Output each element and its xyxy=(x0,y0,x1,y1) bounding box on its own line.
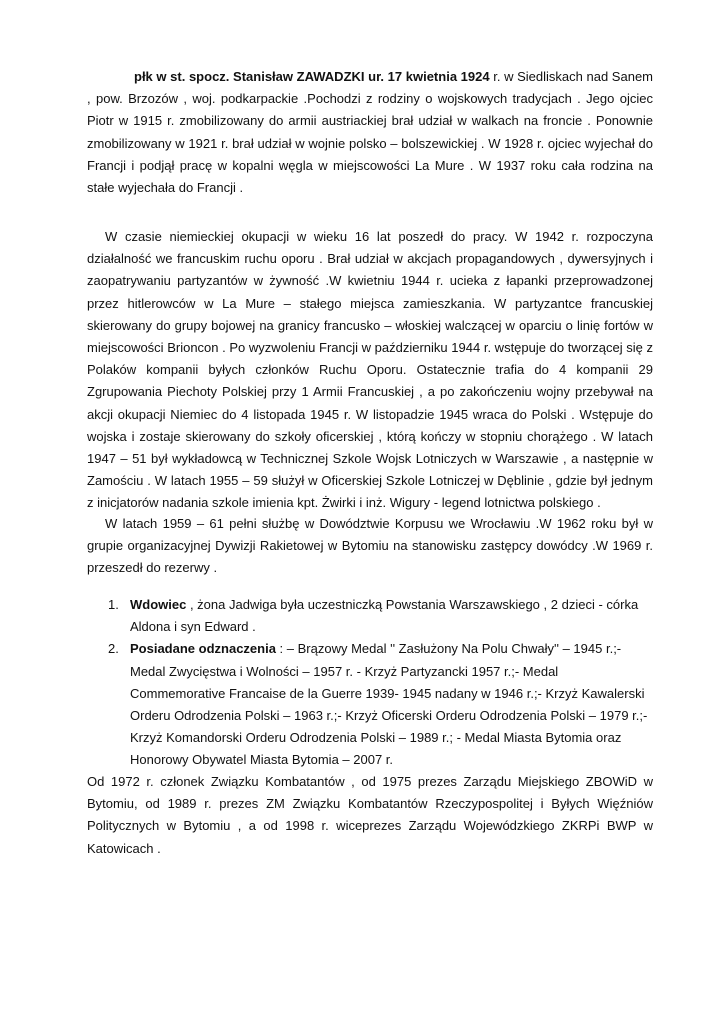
service-paragraph xyxy=(87,513,653,580)
intro-heading: płk w st. spocz. Stanisław ZAWADZKI ur. 17 kwietnia 1924 xyxy=(134,69,490,84)
intro-indent xyxy=(87,69,134,84)
list-item-heading: Posiadane odznaczenia xyxy=(130,641,276,657)
list-item-heading: Wdowiec xyxy=(130,597,187,612)
membership-text: Od 1972 r. członek Związku Kombatantów , od 1975 prezes Zarządu Miejskiego ZBOWiD w Bytomiu, od 1989 r. prezes ZM Związku Kombatantów Rzeczypospolitej i Byłych Więźniów Politycznych w Bytomiu , a od 1998 r. wiceprezes Zarządu Wojewódzkiego ZKRPi BWP w Katowicach . xyxy=(87,774,653,856)
list-item-text: , żona Jadwiga była uczestniczką Powstania Warszawskiego , 2 dzieci - córka Aldona i syn Edward . xyxy=(130,597,639,635)
service-indent xyxy=(87,516,105,531)
intro-text: r. w Siedliskach nad Sanem , pow. Brzozów , woj. podkarpackie .Pochodzi z rodziny o wojskowych tradycjach . Jego ojciec Piotr w 1915 r. zmobilizowany do armii austriackiej brał udział w walkach na froncie . Ponownie zmobilizowany w 1921 r. brał udział w wojnie polsko – bolszewickiej . W 1928 r. ojciec wyjechał do Francji i podjął pracę w kopalni węgla w miejscowości La Mure . W 1937 roku cała rodzina na stałe wyjechała do Francji . xyxy=(87,69,653,196)
occupation-paragraph xyxy=(87,226,653,515)
list-item xyxy=(87,638,653,771)
list-item-number: 1. xyxy=(108,597,119,612)
service-text: W latach 1959 – 61 pełni służbę w Dowództwie Korpusu we Wrocławiu .W 1962 roku był w grupie organizacyjnej Dywizji Rakietowej w Bytomiu na stanowisku zastępcy dowódcy .W 1969 r. przeszedł do rezerwy . xyxy=(87,516,653,576)
list-item-number: 2. xyxy=(108,641,119,657)
membership-paragraph xyxy=(87,771,653,860)
occupation-text: W czasie niemieckiej okupacji w wieku 16 lat poszedł do pracy. W 1942 r. rozpoczyna działalność we francuskim ruchu oporu . Brał udział w akcjach propagandowych , dywersyjnych i zaopatrywaniu partyzantów w żywność .W kwietniu 1944 r. ucieka z łapanki przeprowadzonej przez hitlerowców w La Mure – stałego miejsca zamieszkania. W partyzantce francuskiej skierowany do grupy bojowej na granicy francusko – włoskiej walczącej w oparciu o linię fortów w miejscowości Brioncon . Po wyzwoleniu Francji w październiku 1944 r. wstępuje do tworzącej się z Polaków kompanii byłych członków Ruchu Oporu. Ostatecznie trafia do 4 kompanii 29 Zgrupowania Piechoty Polskiej przy 1 Armii Francuskiej , a po zakończeniu wojny przebywał na akcji okupacji Niemiec do 4 listopada 1945 r. W listopadzie 1945 wraca do Polski . Wstępuje do wojska i zostaje skierowany do szkoły oficerskiej , którą kończy w stopniu chorążego . W latach 1947 – 51 był wykładowcą w Technicznej Szkole Wojsk Lotniczych w Warszawie , a następnie w Zamościu . W latach 1955 – 59 służył w Oficerskiej Szkole Lotniczej w Dęblinie , gdzie był jednym z inicjatorów nadania szkole imienia kpt. Żwirki i inż. Wigury - legend lotnictwa polskiego . xyxy=(87,229,653,511)
occupation-indent xyxy=(87,229,105,244)
facts-list xyxy=(87,594,653,772)
list-item xyxy=(87,594,653,638)
intro-paragraph xyxy=(87,66,653,199)
list-item-text: : – Brązowy Medal '' Zasłużony Na Polu Chwały'' – 1945 r.;- Medal Zwycięstwa i Wolności – 1957 r. - Krzyż Partyzancki 1957 r.;- Medal Commemorative Francaise de la Guerre 1939- 1945 nadany w 1946 r.;- Krzyż Kawalerski Orderu Odrodzenia Polski – 1963 r.;- Krzyż Oficerski Orderu Odrodzenia Polski – 1979 r.;- Krzyż Komandorski Orderu Odrodzenia Polski – 1989 r.; - Medal Miasta Bytomia oraz Honorowy Obywatel Miasta Bytomia – 2007 r. xyxy=(130,641,648,768)
